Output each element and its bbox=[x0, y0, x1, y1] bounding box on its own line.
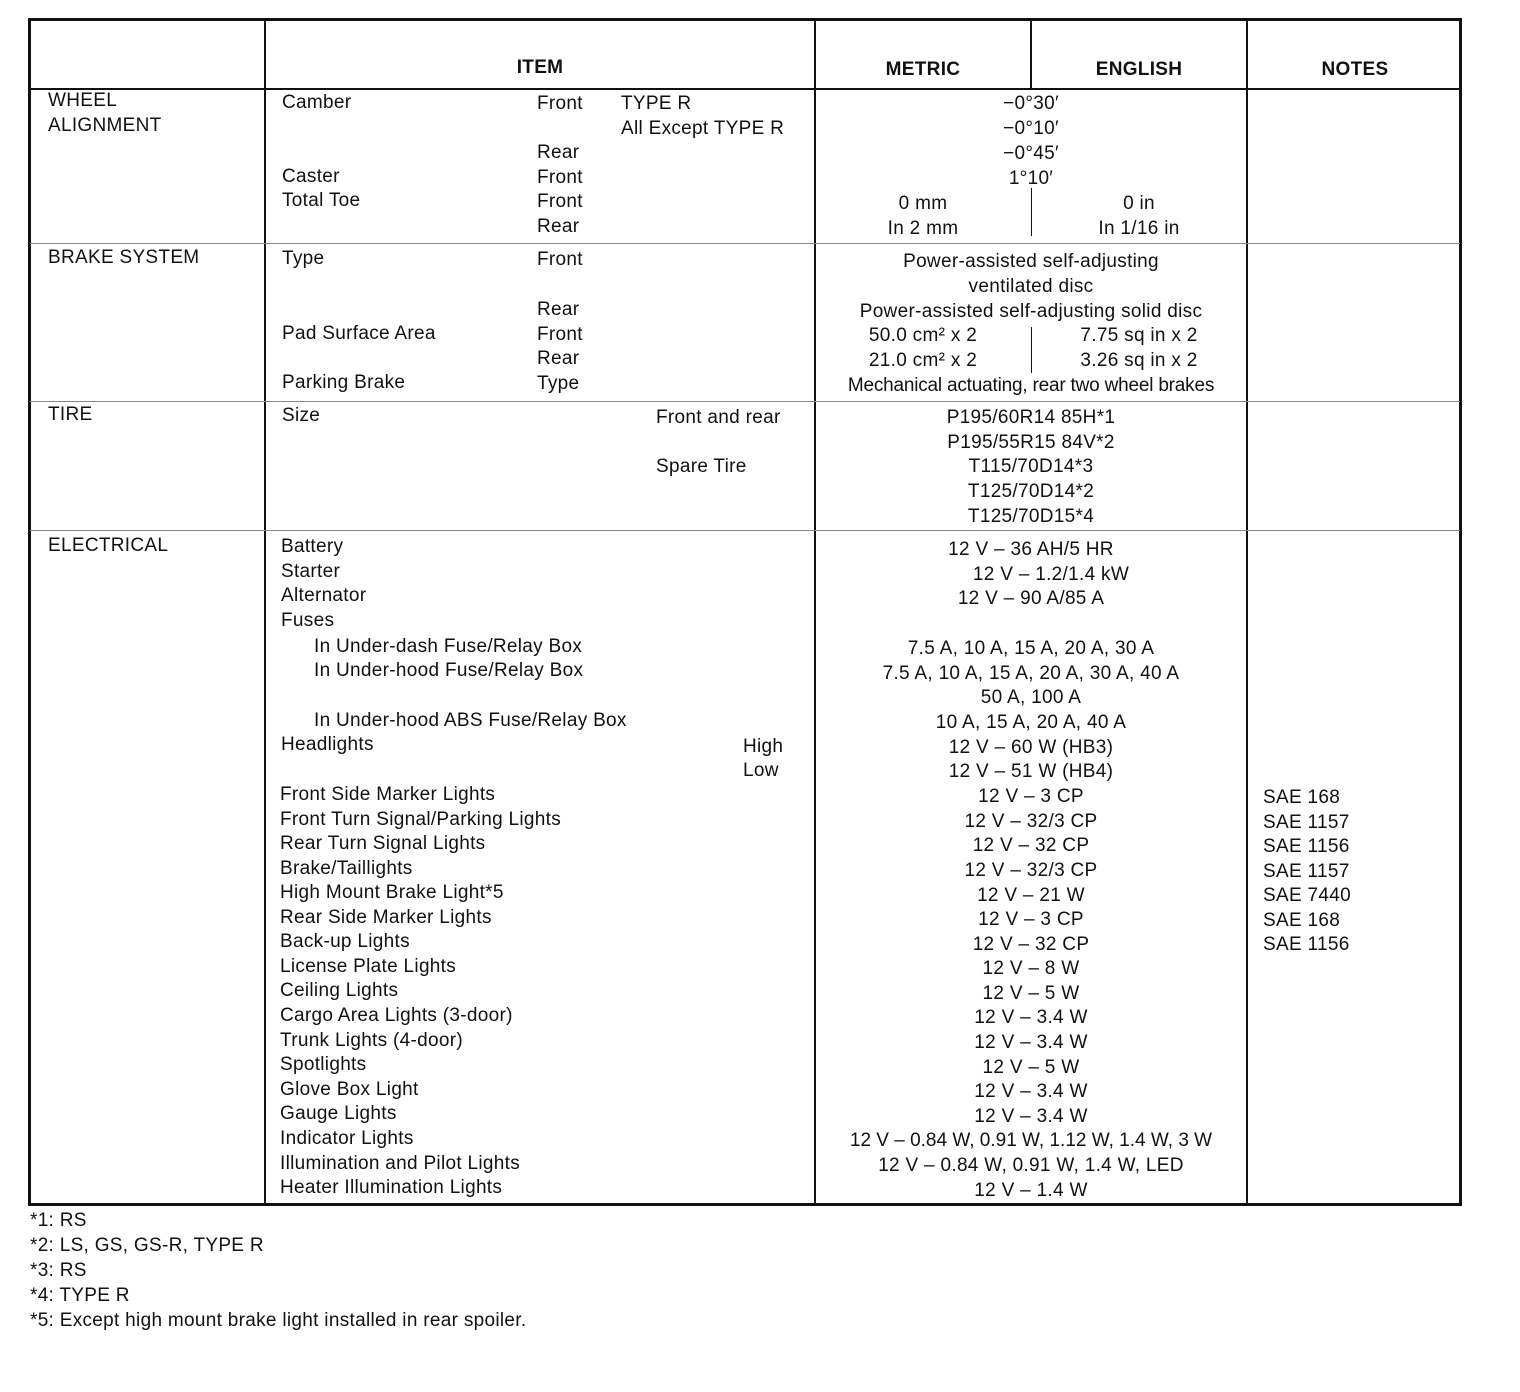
row-divider-electrical bbox=[30, 530, 1460, 531]
value-tire-2: P195/55R15 84V*2 bbox=[947, 432, 1115, 453]
item-light: Brake/Taillights bbox=[280, 858, 413, 879]
value-brake-front-2: ventilated disc bbox=[968, 276, 1094, 297]
value-camber-all-except: −0°10′ bbox=[1003, 118, 1059, 139]
item-battery: Battery bbox=[281, 536, 344, 557]
category-wheel-alignment: WHEEL bbox=[48, 90, 118, 111]
item-parking-type: Type bbox=[537, 373, 580, 394]
footnote: *2: LS, GS, GS-R, TYPE R bbox=[30, 1235, 264, 1256]
item-under-hood: In Under-hood Fuse/Relay Box bbox=[314, 660, 584, 681]
item-light: License Plate Lights bbox=[280, 956, 457, 977]
note-light: SAE 1157 bbox=[1263, 861, 1350, 882]
value-light: 12 V – 3.4 W bbox=[974, 1032, 1088, 1053]
value-toe-rear-metric: In 2 mm bbox=[887, 218, 959, 239]
value-headlights-high: 12 V – 60 W (HB3) bbox=[948, 737, 1114, 758]
value-under-hood-1: 7.5 A, 10 A, 15 A, 20 A, 30 A, 40 A bbox=[882, 663, 1180, 684]
item-pad-surface-area: Pad Surface Area bbox=[282, 323, 436, 344]
value-light: 12 V – 8 W bbox=[982, 958, 1080, 979]
value-light: 12 V – 3.4 W bbox=[974, 1007, 1088, 1028]
col-divider-notes bbox=[1246, 20, 1248, 1204]
header-metric: METRIC bbox=[885, 59, 961, 80]
value-toe-rear-english: In 1/16 in bbox=[1098, 218, 1180, 239]
value-under-dash: 7.5 A, 10 A, 15 A, 20 A, 30 A bbox=[907, 638, 1155, 659]
item-total-toe: Total Toe bbox=[282, 190, 361, 211]
note-light: SAE 168 bbox=[1263, 910, 1341, 931]
item-pad-front: Front bbox=[537, 324, 583, 345]
footnote: *5: Except high mount brake light installed in rear spoiler. bbox=[30, 1310, 527, 1331]
category-wheel-alignment-2: ALIGNMENT bbox=[48, 115, 162, 136]
item-toe-front: Front bbox=[537, 191, 583, 212]
item-light: Front Side Marker Lights bbox=[280, 784, 496, 805]
item-alternator: Alternator bbox=[281, 585, 367, 606]
item-pad-rear: Rear bbox=[537, 348, 580, 369]
footnote: *4: TYPE R bbox=[30, 1285, 130, 1306]
value-pad-front-metric: 50.0 cm² x 2 bbox=[868, 325, 978, 346]
value-toe-front-english: 0 in bbox=[1123, 193, 1155, 214]
item-headlights-high: High bbox=[743, 736, 784, 757]
value-light: 12 V – 3 CP bbox=[978, 786, 1084, 807]
item-camber-all-except: All Except TYPE R bbox=[621, 118, 785, 139]
item-light: Spotlights bbox=[280, 1054, 367, 1075]
item-light: High Mount Brake Light*5 bbox=[280, 882, 504, 903]
item-brake-rear: Rear bbox=[537, 299, 580, 320]
item-headlights: Headlights bbox=[281, 734, 374, 755]
item-light: Rear Side Marker Lights bbox=[280, 907, 492, 928]
footnote: *3: RS bbox=[30, 1260, 87, 1281]
item-light: Glove Box Light bbox=[280, 1079, 419, 1100]
item-light: Ceiling Lights bbox=[280, 980, 399, 1001]
item-tire-front-and-rear: Front and rear bbox=[656, 407, 781, 428]
item-brake-type: Type bbox=[282, 248, 325, 269]
header-notes: NOTES bbox=[1321, 59, 1389, 80]
value-light: 12 V – 5 W bbox=[982, 1057, 1080, 1078]
item-light: Indicator Lights bbox=[280, 1128, 414, 1149]
value-caster: 1°10′ bbox=[1008, 168, 1054, 189]
footnote: *1: RS bbox=[30, 1210, 87, 1231]
value-light: 12 V – 32/3 CP bbox=[964, 811, 1098, 832]
item-camber-front: Front bbox=[537, 93, 583, 114]
row-divider-tire bbox=[30, 401, 1460, 402]
item-headlights-low: Low bbox=[743, 760, 779, 781]
value-pad-rear-metric: 21.0 cm² x 2 bbox=[868, 350, 978, 371]
item-tire-size: Size bbox=[282, 405, 321, 426]
value-light: 12 V – 32/3 CP bbox=[964, 860, 1098, 881]
value-pad-rear-english: 3.26 sq in x 2 bbox=[1080, 350, 1198, 371]
item-camber: Camber bbox=[282, 92, 352, 113]
item-camber-type-r: TYPE R bbox=[621, 93, 692, 114]
category-brake-system: BRAKE SYSTEM bbox=[48, 247, 200, 268]
value-brake-front-1: Power-assisted self-adjusting bbox=[903, 251, 1159, 272]
row-divider-brake bbox=[30, 243, 1460, 244]
item-under-hood-abs: In Under-hood ABS Fuse/Relay Box bbox=[314, 710, 627, 731]
category-electrical: ELECTRICAL bbox=[48, 535, 169, 556]
item-camber-rear: Rear bbox=[537, 142, 580, 163]
note-light: SAE 1156 bbox=[1263, 934, 1350, 955]
value-light: 12 V – 32 CP bbox=[972, 835, 1090, 856]
value-light: 12 V – 0.84 W, 0.91 W, 1.12 W, 1.4 W, 3 W bbox=[849, 1130, 1213, 1151]
value-alternator: 12 V – 90 A/85 A bbox=[957, 588, 1105, 609]
note-light: SAE 168 bbox=[1263, 787, 1341, 808]
header-divider bbox=[30, 88, 1460, 90]
value-light: 12 V – 5 W bbox=[982, 983, 1080, 1004]
value-tire-3: T115/70D14*3 bbox=[968, 456, 1094, 477]
value-battery: 12 V – 36 AH/5 HR bbox=[948, 539, 1114, 560]
value-light: 12 V – 0.84 W, 0.91 W, 1.4 W, LED bbox=[878, 1155, 1184, 1176]
note-light: SAE 7440 bbox=[1263, 885, 1351, 906]
col-divider-item bbox=[264, 20, 266, 1204]
item-light: Trunk Lights (4-door) bbox=[280, 1030, 463, 1051]
item-caster-front: Front bbox=[537, 167, 583, 188]
value-starter: 12 V – 1.2/1.4 kW bbox=[972, 564, 1130, 585]
value-tire-4: T125/70D14*2 bbox=[967, 481, 1095, 502]
value-light: 12 V – 1.4 W bbox=[974, 1180, 1088, 1201]
item-under-dash: In Under-dash Fuse/Relay Box bbox=[314, 636, 583, 657]
value-light: 12 V – 3.4 W bbox=[974, 1106, 1088, 1127]
value-toe-front-metric: 0 mm bbox=[898, 193, 948, 214]
item-light: Illumination and Pilot Lights bbox=[280, 1153, 521, 1174]
value-light: 12 V – 32 CP bbox=[972, 934, 1090, 955]
note-light: SAE 1156 bbox=[1263, 836, 1350, 857]
value-pad-front-english: 7.75 sq in x 2 bbox=[1080, 325, 1198, 346]
value-light: 12 V – 21 W bbox=[977, 885, 1085, 906]
item-brake-front: Front bbox=[537, 249, 583, 270]
value-parking-brake: Mechanical actuating, rear two wheel brakes bbox=[847, 375, 1215, 396]
item-light: Heater Illumination Lights bbox=[280, 1177, 503, 1198]
value-light: 12 V – 3.4 W bbox=[974, 1081, 1088, 1102]
value-tire-5: T125/70D15*4 bbox=[967, 506, 1095, 527]
item-light: Rear Turn Signal Lights bbox=[280, 833, 486, 854]
item-light: Gauge Lights bbox=[280, 1103, 397, 1124]
value-under-hood-2: 50 A, 100 A bbox=[980, 687, 1082, 708]
item-spare-tire: Spare Tire bbox=[656, 456, 747, 477]
item-fuses: Fuses bbox=[281, 610, 335, 631]
item-light: Back-up Lights bbox=[280, 931, 410, 952]
footnotes bbox=[30, 1208, 526, 1333]
value-tire-1: P195/60R14 85H*1 bbox=[946, 407, 1116, 428]
value-light: 12 V – 3 CP bbox=[978, 909, 1084, 930]
item-light: Cargo Area Lights (3-door) bbox=[280, 1005, 513, 1026]
item-light: Front Turn Signal/Parking Lights bbox=[280, 809, 562, 830]
item-caster: Caster bbox=[282, 166, 340, 187]
item-parking-brake: Parking Brake bbox=[282, 372, 406, 393]
value-under-hood-abs: 10 A, 15 A, 20 A, 40 A bbox=[935, 712, 1127, 733]
item-starter: Starter bbox=[281, 561, 341, 582]
value-camber-type-r: −0°30′ bbox=[1003, 93, 1059, 114]
header-item: ITEM bbox=[516, 57, 564, 78]
value-headlights-low: 12 V – 51 W (HB4) bbox=[948, 761, 1114, 782]
header-english: ENGLISH bbox=[1095, 59, 1183, 80]
note-light: SAE 1157 bbox=[1263, 812, 1350, 833]
item-toe-rear: Rear bbox=[537, 216, 580, 237]
value-camber-rear: −0°45′ bbox=[1003, 143, 1059, 164]
category-tire: TIRE bbox=[48, 404, 93, 425]
value-brake-rear: Power-assisted self-adjusting solid disc bbox=[859, 301, 1203, 322]
